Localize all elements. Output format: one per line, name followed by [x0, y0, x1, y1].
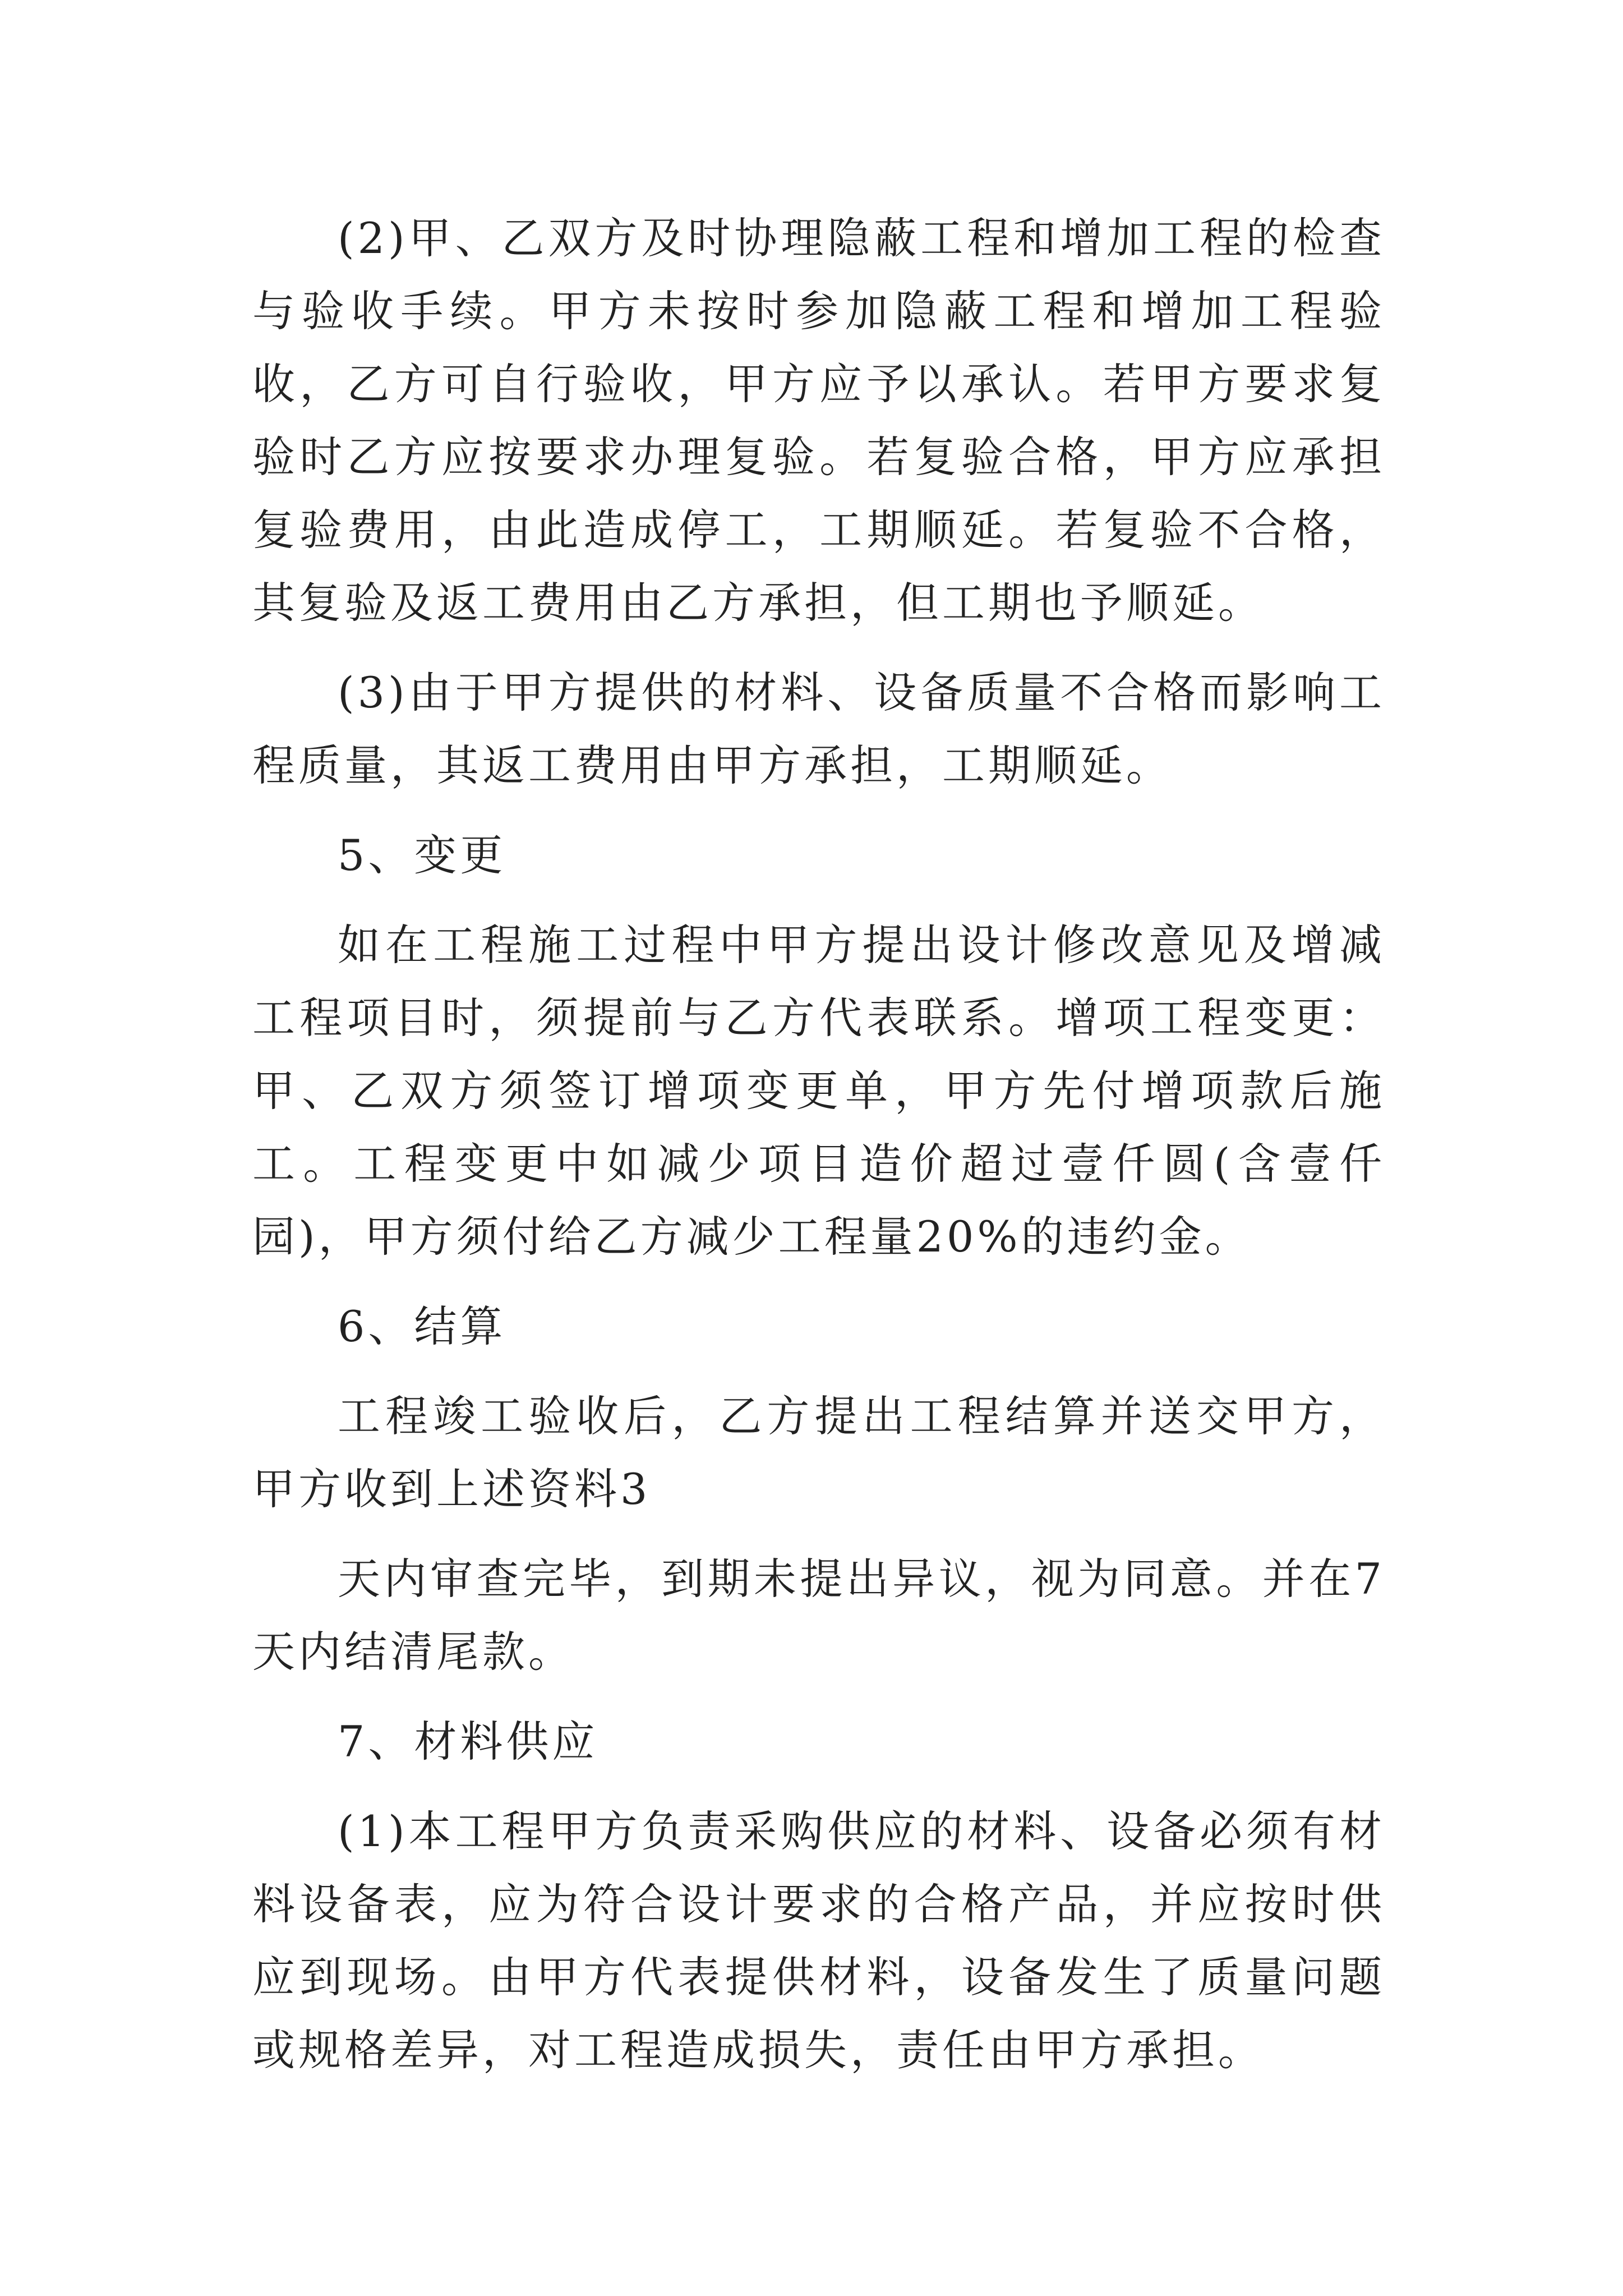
section-heading-change: 5、变更: [338, 830, 506, 880]
section-heading-material-supply: 7、材料供应: [338, 1717, 598, 1766]
paragraph-material-supply-1: (1)本工程甲方负责采购供应的材料、设备必须有材料设备表，应为符合设计要求的合格产品，并应按时供应到现场。由甲方代表提供材料，设备发生了质量问题或规格差异，对工程造成损失，责任由甲方承担。: [252, 1806, 1385, 2075]
paragraph-2-inspection: (2)甲、乙双方及时协理隐蔽工程和增加工程的检查与验收手续。甲方未按时参加隐蔽工程和增加工程验收，乙方可自行验收，甲方应予以承认。若甲方要求复验时乙方应按要求办理复验。若复验合格，甲方应承担复验费用，由此造成停工，工期顺延。若复验不合格，其复验及返工费用由乙方承担，但工期也予顺延。: [252, 213, 1385, 628]
section-heading-settlement: 6、结算: [338, 1301, 506, 1351]
paragraph-settlement-2: 天内审查完毕，到期未提出异议，视为同意。并在7天内结清尾款。: [252, 1554, 1385, 1677]
paragraph-settlement-1: 工程竣工验收后，乙方提出工程结算并送交甲方，甲方收到上述资料3: [252, 1391, 1385, 1514]
document-body: [252, 202, 1385, 2104]
paragraph-change-terms: 如在工程施工过程中甲方提出设计修改意见及增减工程项目时，须提前与乙方代表联系。增项工程变更：甲、乙双方须签订增项变更单，甲方先付增项款后施工。工程变更中如减少项目造价超过壹仟圆(含壹仟园)，甲方须付给乙方减少工程量20%的违约金。: [252, 920, 1385, 1262]
paragraph-3-materials-quality: (3)由于甲方提供的材料、设备质量不合格而影响工程质量，其返工费用由甲方承担，工期顺延。: [252, 668, 1385, 790]
